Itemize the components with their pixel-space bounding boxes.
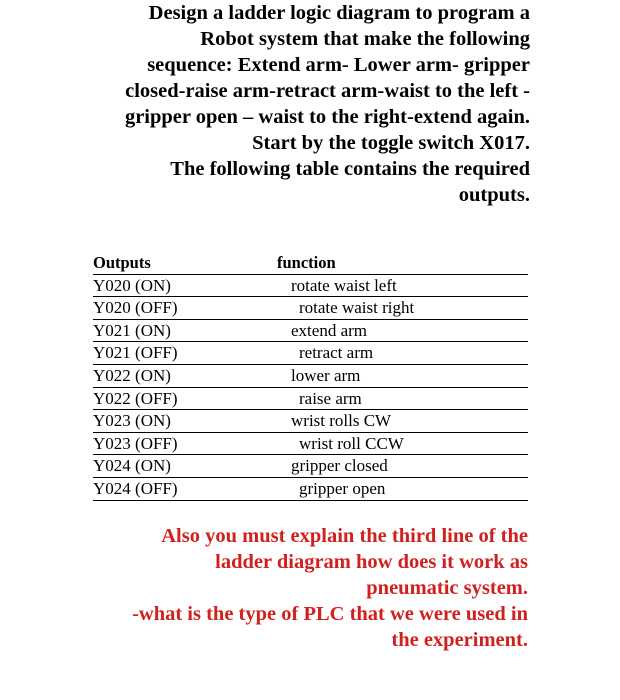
function-cell: wrist rolls CW <box>291 411 392 431</box>
table-row <box>93 455 528 478</box>
note-line: the experiment. <box>391 629 528 651</box>
output-cell: Y023 (ON) <box>93 411 171 431</box>
question-line: Start by the toggle switch X017. <box>252 132 530 154</box>
output-cell: Y020 (ON) <box>93 275 171 295</box>
question-line: closed-raise arm-retract arm-waist to the left - <box>125 80 530 102</box>
question-line: Design a ladder logic diagram to program a <box>148 2 530 24</box>
function-cell: wrist roll CCW <box>299 433 404 453</box>
table-row <box>93 297 528 320</box>
function-cell: gripper closed <box>291 456 388 476</box>
table-row <box>93 410 528 433</box>
note-line: -what is the type of PLC that we were used in <box>132 603 528 625</box>
function-cell: retract arm <box>299 343 374 363</box>
output-cell: Y021 (ON) <box>93 320 171 340</box>
table-row <box>93 388 528 411</box>
table-row <box>93 433 528 456</box>
outputs-table <box>93 252 528 501</box>
function-cell: extend arm <box>291 320 367 340</box>
note-line: pneumatic system. <box>366 577 528 599</box>
function-cell: raise arm <box>299 388 362 408</box>
function-cell: rotate waist right <box>299 298 415 318</box>
table-row <box>93 365 528 388</box>
note-line: ladder diagram how does it work as <box>215 551 528 573</box>
output-cell: Y022 (OFF) <box>93 388 178 408</box>
question-line: sequence: Extend arm- Lower arm- gripper <box>147 54 530 76</box>
question-line: The following table contains the required <box>170 158 530 180</box>
table-row <box>93 342 528 365</box>
header-function: function <box>277 253 336 272</box>
function-cell: lower arm <box>291 365 361 385</box>
function-cell: gripper open <box>299 478 386 498</box>
header-outputs: Outputs <box>93 253 151 272</box>
output-cell: Y023 (OFF) <box>93 433 178 453</box>
table-row <box>93 320 528 343</box>
additional-instructions <box>80 523 528 653</box>
table-header <box>93 252 528 275</box>
question-line: Robot system that make the following <box>200 28 530 50</box>
question-line: outputs. <box>458 184 530 206</box>
table-row <box>93 275 528 298</box>
function-cell: rotate waist left <box>291 275 397 295</box>
table-row <box>93 478 528 501</box>
question-line: gripper open – waist to the right-extend again. <box>124 106 530 128</box>
output-cell: Y021 (OFF) <box>93 343 178 363</box>
output-cell: Y022 (ON) <box>93 365 171 385</box>
output-cell: Y020 (OFF) <box>93 298 178 318</box>
output-cell: Y024 (ON) <box>93 456 171 476</box>
output-cell: Y024 (OFF) <box>93 478 178 498</box>
note-line: Also you must explain the third line of the <box>161 525 528 547</box>
question-text <box>80 0 530 208</box>
